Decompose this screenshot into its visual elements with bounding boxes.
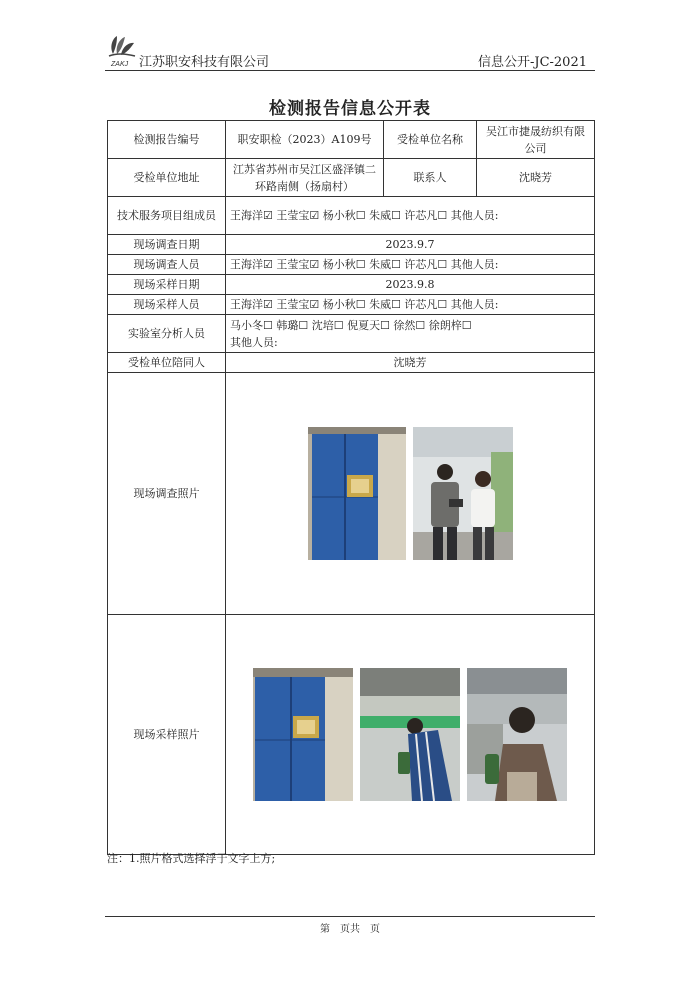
sampling-photo-loom [360,668,460,801]
logo-text: ZAKJ [111,61,129,68]
company-logo-icon [105,32,139,68]
lab-staff-label: 实验室分析人员 [108,315,226,353]
address-value: 江苏省苏州市吴江区盛泽镇二环路南侧（扬扇村） [226,159,384,197]
team-label: 技术服务项目组成员 [108,197,226,235]
sampling-photo-worker [467,668,567,801]
address-label: 受检单位地址 [108,159,226,197]
report-no-label: 检测报告编号 [108,121,226,159]
survey-date-label: 现场调查日期 [108,235,226,255]
lab-staff-line-1: 马小冬☐ 韩璐☐ 沈培☐ 倪夏天☐ 徐然☐ 徐朗梓☐ [230,318,472,332]
page-header [105,40,595,71]
sampling-photo-group [230,668,590,801]
client-value: 吴江市捷晟纺织有限公司 [477,121,595,159]
sampling-photo-door [253,668,353,801]
page-number: 第 页共 页 [320,924,380,935]
client-label: 受检单位名称 [384,121,477,159]
escort-label: 受检单位陪同人 [108,353,226,373]
table-row [108,353,595,373]
sampling-date-label: 现场采样日期 [108,275,226,295]
sampling-staff-value: 王海洋☑ 王莹宝☑ 杨小秋☐ 朱威☐ 许芯凡☐ 其他人员: [226,295,595,315]
sampling-photos-cell [226,615,595,855]
survey-photos-label: 现场调查照片 [108,373,226,615]
survey-staff-value: 王海洋☑ 王莹宝☑ 杨小秋☐ 朱威☐ 许芯凡☐ 其他人员: [226,255,595,275]
footnote: 注：1.照片格式选择浮于文字上方; [107,852,276,865]
document-id: 信息公开-JC-2021 [477,55,587,70]
survey-date-value: 2023.9.7 [226,235,595,255]
sampling-staff-label: 现场采样人员 [108,295,226,315]
survey-photos-cell [226,373,595,615]
sampling-date-value: 2023.9.8 [226,275,595,295]
contact-label: 联系人 [384,159,477,197]
table-row [108,295,595,315]
table-row [108,197,595,235]
sampling-photos-label: 现场采样照片 [108,615,226,855]
page-footer-rule [105,916,595,917]
table-row [108,255,595,275]
survey-photo-group [230,427,590,560]
survey-photo-door [308,427,406,560]
table-row [108,275,595,295]
report-no-value: 职安职检（2023）A109号 [226,121,384,159]
lab-staff-line-2: 其他人员: [230,335,278,349]
contact-value: 沈晓芳 [477,159,595,197]
survey-staff-label: 现场调查人员 [108,255,226,275]
company-name: 江苏职安科技有限公司 [139,55,270,70]
table-row [108,121,595,159]
table-row [108,615,595,855]
report-info-table [107,120,595,855]
page-title: 检测报告信息公开表 [269,99,431,119]
team-value: 王海洋☑ 王莹宝☑ 杨小秋☐ 朱威☐ 许芯凡☐ 其他人员: [226,197,595,235]
survey-photo-staff [413,427,513,560]
table-row [108,315,595,353]
table-row [108,159,595,197]
table-row [108,235,595,255]
table-row [108,373,595,615]
escort-value: 沈晓芳 [226,353,595,373]
lab-staff-value [226,315,595,353]
